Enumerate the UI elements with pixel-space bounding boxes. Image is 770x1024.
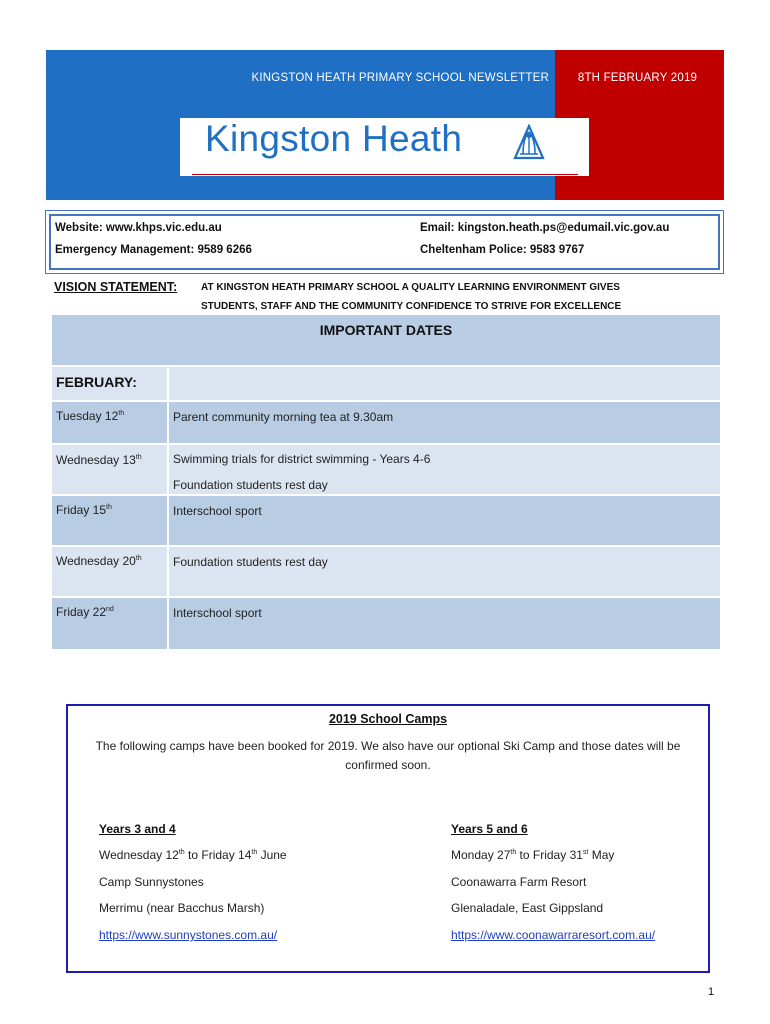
school-emblem-icon: [513, 124, 545, 160]
date-day: Tuesday 12th: [56, 409, 125, 423]
date-day: Wednesday 20th: [56, 554, 142, 568]
table-row: [52, 401, 720, 444]
sunnystones-link[interactable]: https://www.sunnystones.com.au/: [99, 928, 278, 942]
logo-divider: [192, 174, 578, 175]
emergency-text: Emergency Management: 9589 6266: [55, 244, 252, 256]
table-row: [52, 597, 720, 650]
date-day: Friday 22nd: [56, 605, 114, 619]
coonawarra-link[interactable]: https://www.coonawarraresort.com.au/: [451, 928, 656, 942]
camp-dates-years-3-4: Wednesday 12th to Friday 14th June: [99, 848, 287, 862]
date-event: Swimming trials for district swimming - Years 4-6: [173, 452, 431, 466]
camp-location-years-3-4: Merrimu (near Bacchus Marsh): [99, 901, 265, 915]
newsletter-date: 8TH FEBRUARY 2019: [577, 72, 698, 84]
table-row: [52, 546, 720, 597]
vision-label: VISION STATEMENT:: [54, 280, 178, 294]
date-event: Foundation students rest day: [173, 555, 328, 569]
camp-place-years-5-6: Coonawarra Farm Resort: [451, 875, 587, 889]
camp-heading-years-5-6: Years 5 and 6: [451, 822, 528, 836]
camp-place-years-3-4: Camp Sunnystones: [99, 875, 204, 889]
camps-title: 2019 School Camps: [328, 712, 448, 726]
month-row: [52, 366, 720, 401]
email-text: Email: kingston.heath.ps@edumail.vic.gov.au: [420, 222, 670, 234]
camp-heading-years-3-4: Years 3 and 4: [99, 822, 176, 836]
newsletter-title: KINGSTON HEATH PRIMARY SCHOOL NEWSLETTER: [251, 72, 549, 84]
camp-location-years-5-6: Glenaladale, East Gippsland: [451, 901, 604, 915]
date-event: Foundation students rest day: [173, 478, 328, 492]
important-dates-table: [52, 315, 720, 651]
table-title-row: [52, 315, 720, 366]
month-label: FEBRUARY:: [56, 374, 137, 390]
school-logo-subtitle: PRIMARY SCHOOL: [247, 184, 523, 203]
camps-intro: The following camps have been booked for 2019. We also have our optional Ski Camp and those dates will be confirmed soon.: [95, 739, 681, 772]
website-text: Website: www.khps.vic.edu.au: [55, 222, 222, 234]
vision-line-1: AT KINGSTON HEATH PRIMARY SCHOOL A QUALITY LEARNING ENVIRONMENT GIVES: [201, 282, 620, 293]
date-event: Interschool sport: [173, 504, 262, 518]
date-event: Parent community morning tea at 9.30am: [173, 410, 394, 424]
date-event: Interschool sport: [173, 606, 262, 620]
page-number: 1: [708, 986, 715, 998]
school-logo-name: Kingston Heath: [205, 118, 463, 159]
date-day: Wednesday 13th: [56, 453, 142, 467]
table-row: [52, 495, 720, 546]
date-day: Friday 15th: [56, 503, 112, 517]
table-row: [52, 444, 720, 495]
police-text: Cheltenham Police: 9583 9767: [420, 244, 585, 256]
camp-dates-years-5-6: Monday 27th to Friday 31st May: [451, 848, 615, 862]
vision-line-2: STUDENTS, STAFF AND THE COMMUNITY CONFIDENCE TO STRIVE FOR EXCELLENCE: [201, 301, 622, 312]
important-dates-title: IMPORTANT DATES: [319, 322, 453, 338]
